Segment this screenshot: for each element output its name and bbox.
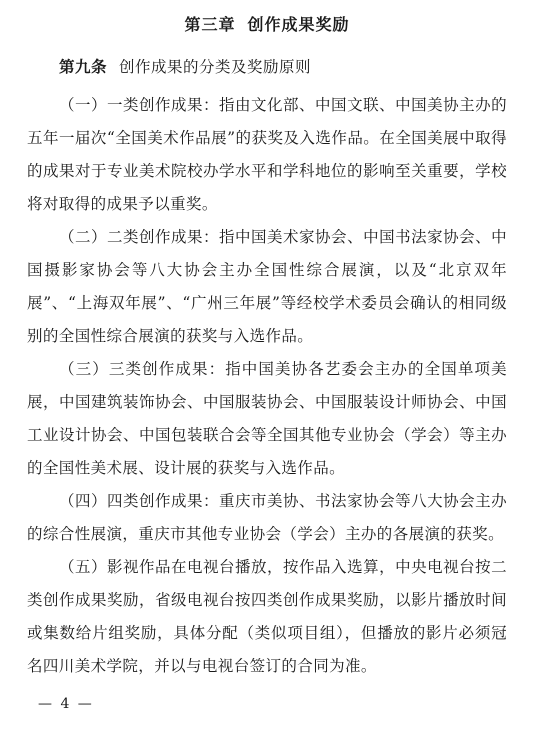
chapter-name: 创作成果奖励 (247, 15, 350, 34)
chapter-number: 第三章 (184, 15, 236, 34)
paragraph-category-3: （三）三类创作成果：指中国美协各艺委会主办的全国单项美展，中国建筑装饰协会、中国服装协会、中国服装设计师协会、中国工业设计协会、中国包装联合会等全国其他专业协会（学会）等主办的全国性美术展、设计展的获奖与入选作品。 (27, 360, 507, 477)
article-number: 第九条 (59, 58, 108, 76)
article-heading (27, 56, 507, 78)
page-number: — 4 — (38, 696, 94, 712)
paragraph-category-2: （二）二类创作成果：指中国美术家协会、中国书法家协会、中国摄影家协会等八大协会主办全国性综合展演，以及“北京双年展”、“上海双年展”、“广州三年展”等经校学术委员会确认的相同级别的全国性综合展演的获奖与入选作品。 (27, 228, 507, 345)
chapter-title (27, 14, 507, 36)
paragraph-category-1: （一）一类创作成果：指由文化部、中国文联、中国美协主办的五年一届次“全国美术作品展”的获奖及入选作品。在全国美展中取得的成果对于专业美术院校办学水平和学科地位的影响至关重要，学校将对取得的成果予以重奖。 (27, 96, 507, 213)
paragraph-category-4: （四）四类创作成果：重庆市美协、书法家协会等八大协会主办的综合性展演，重庆市其他专业协会（学会）主办的各展演的获奖。 (27, 492, 507, 543)
paragraph-film-tv: （五）影视作品在电视台播放，按作品入选算，中央电视台按二类创作成果奖励，省级电视台按四类创作成果奖励，以影片播放时间或集数给片组奖励，具体分配（类似项目组），但播放的影片必须冠名四川美术学院，并以与电视台签订的合同为准。 (27, 558, 507, 675)
article-title: 创作成果的分类及奖励原则 (119, 58, 312, 76)
